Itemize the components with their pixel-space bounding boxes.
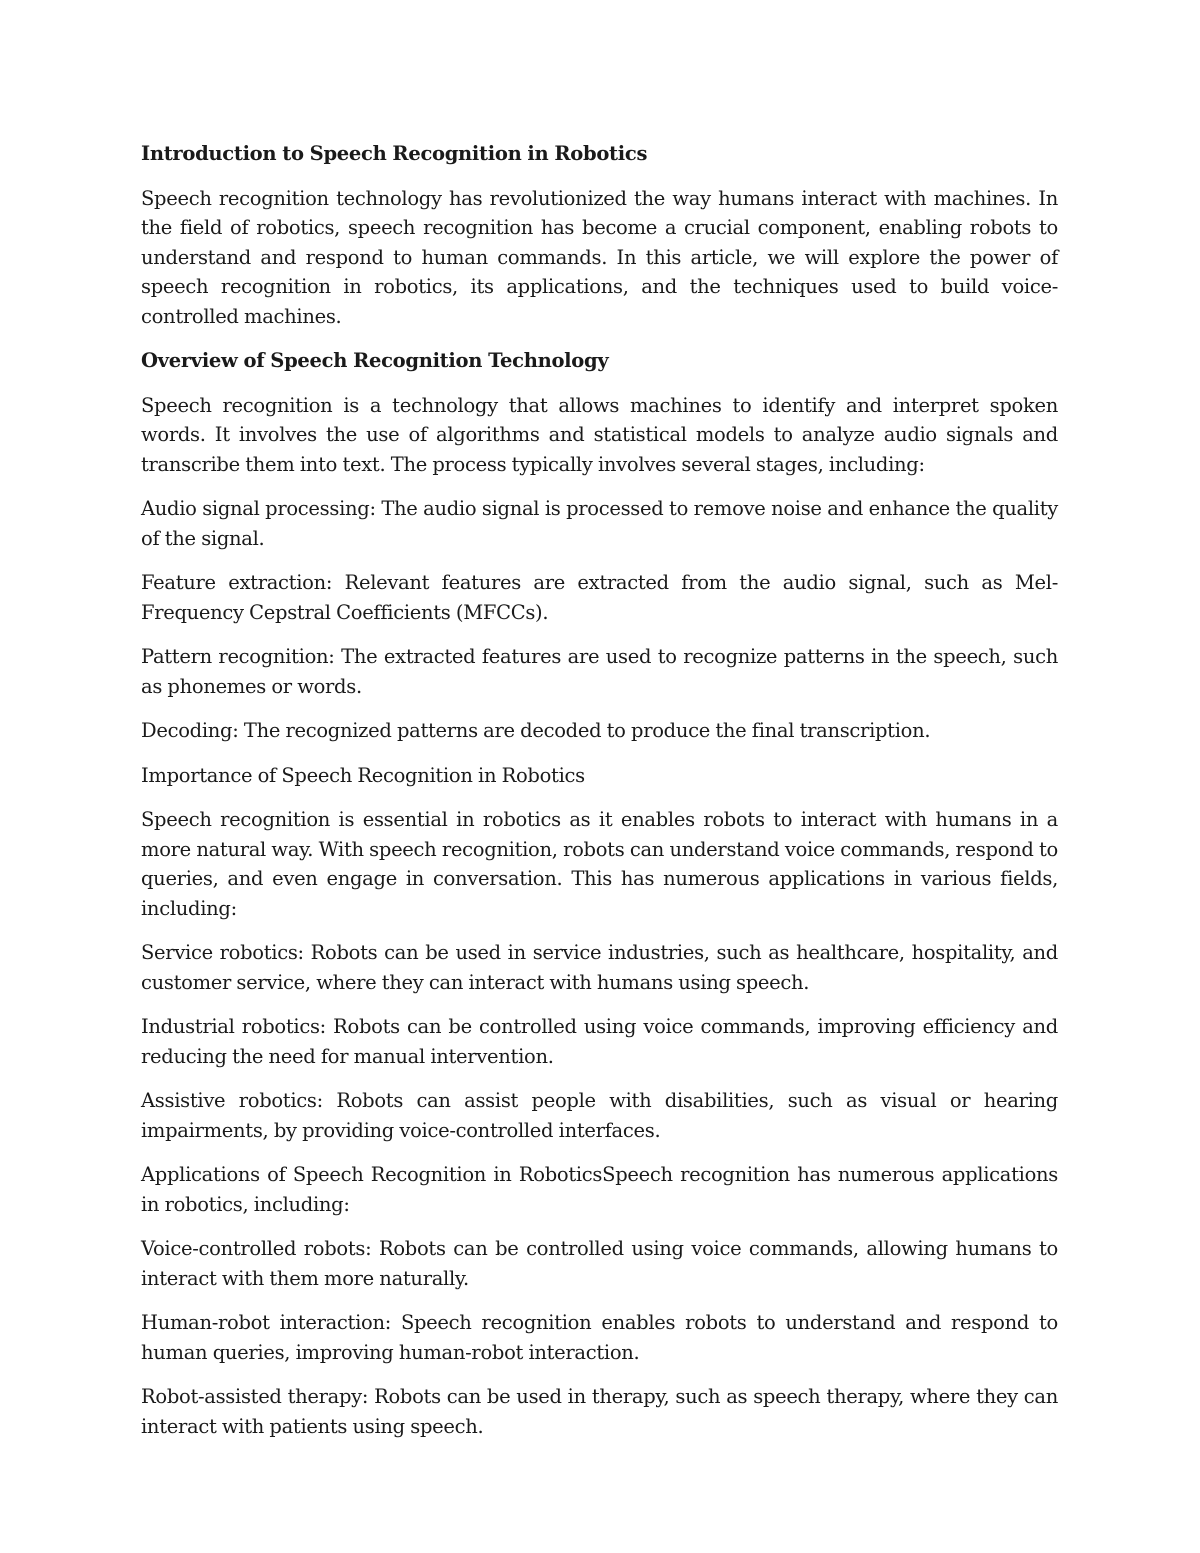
paragraph-importance: Speech recognition is essential in robotics as it enables robots to interact with humans in a more natural way. With speech recognition, robots can understand voice commands, respond to queries, and even engage in conversation. This has numerous applications in various fields, including: — [141, 808, 1058, 920]
field-service-robotics: Service robotics: Robots can be used in service industries, such as healthcare, hospitality, and customer service, where they can interact with humans using speech. — [141, 941, 1058, 994]
paragraph-applications: Applications of Speech Recognition in RoboticsSpeech recognition has numerous applications in robotics, including: — [141, 1163, 1058, 1216]
stage-audio-signal-processing: Audio signal processing: The audio signal is processed to remove noise and enhance the quality of the signal. — [141, 497, 1058, 550]
stage-decoding: Decoding: The recognized patterns are decoded to produce the final transcription. — [141, 719, 931, 742]
stage-pattern-recognition: Pattern recognition: The extracted features are used to recognize patterns in the speech, such as phonemes or words. — [141, 645, 1058, 698]
heading-introduction: Introduction to Speech Recognition in Robotics — [141, 142, 648, 165]
heading-importance: Importance of Speech Recognition in Robotics — [141, 763, 585, 787]
application-human-robot-interaction: Human-robot interaction: Speech recognition enables robots to understand and respond to human queries, improving human-robot interaction. — [141, 1311, 1058, 1364]
heading-overview: Overview of Speech Recognition Technology — [141, 349, 609, 372]
field-assistive-robotics: Assistive robotics: Robots can assist people with disabilities, such as visual or hearing impairments, by providing voice-controlled interfaces. — [141, 1089, 1058, 1142]
application-robot-assisted-therapy: Robot-assisted therapy: Robots can be used in therapy, such as speech therapy, where they can interact with patients using speech. — [141, 1385, 1058, 1438]
paragraph-overview: Speech recognition is a technology that allows machines to identify and interpret spoken words. It involves the use of algorithms and statistical models to analyze audio signals and transcribe them into text. The process typically involves several stages, including: — [141, 393, 1058, 476]
paragraph-introduction: Speech recognition technology has revolutionized the way humans interact with machines. In the field of robotics, speech recognition has become a crucial component, enabling robots to understand and respond to human commands. In this article, we will explore the power of speech recognition in robotics, its applications, and the techniques used to build voice-controlled machines. — [141, 186, 1058, 328]
field-industrial-robotics: Industrial robotics: Robots can be controlled using voice commands, improving efficiency and reducing the need for manual intervention. — [141, 1015, 1058, 1068]
document-page — [141, 139, 1058, 1456]
application-voice-controlled-robots: Voice-controlled robots: Robots can be controlled using voice commands, allowing humans to interact with them more naturally. — [141, 1237, 1058, 1290]
stage-feature-extraction: Feature extraction: Relevant features are extracted from the audio signal, such as Mel-Frequency Cepstral Coefficients (MFCCs). — [141, 571, 1058, 624]
